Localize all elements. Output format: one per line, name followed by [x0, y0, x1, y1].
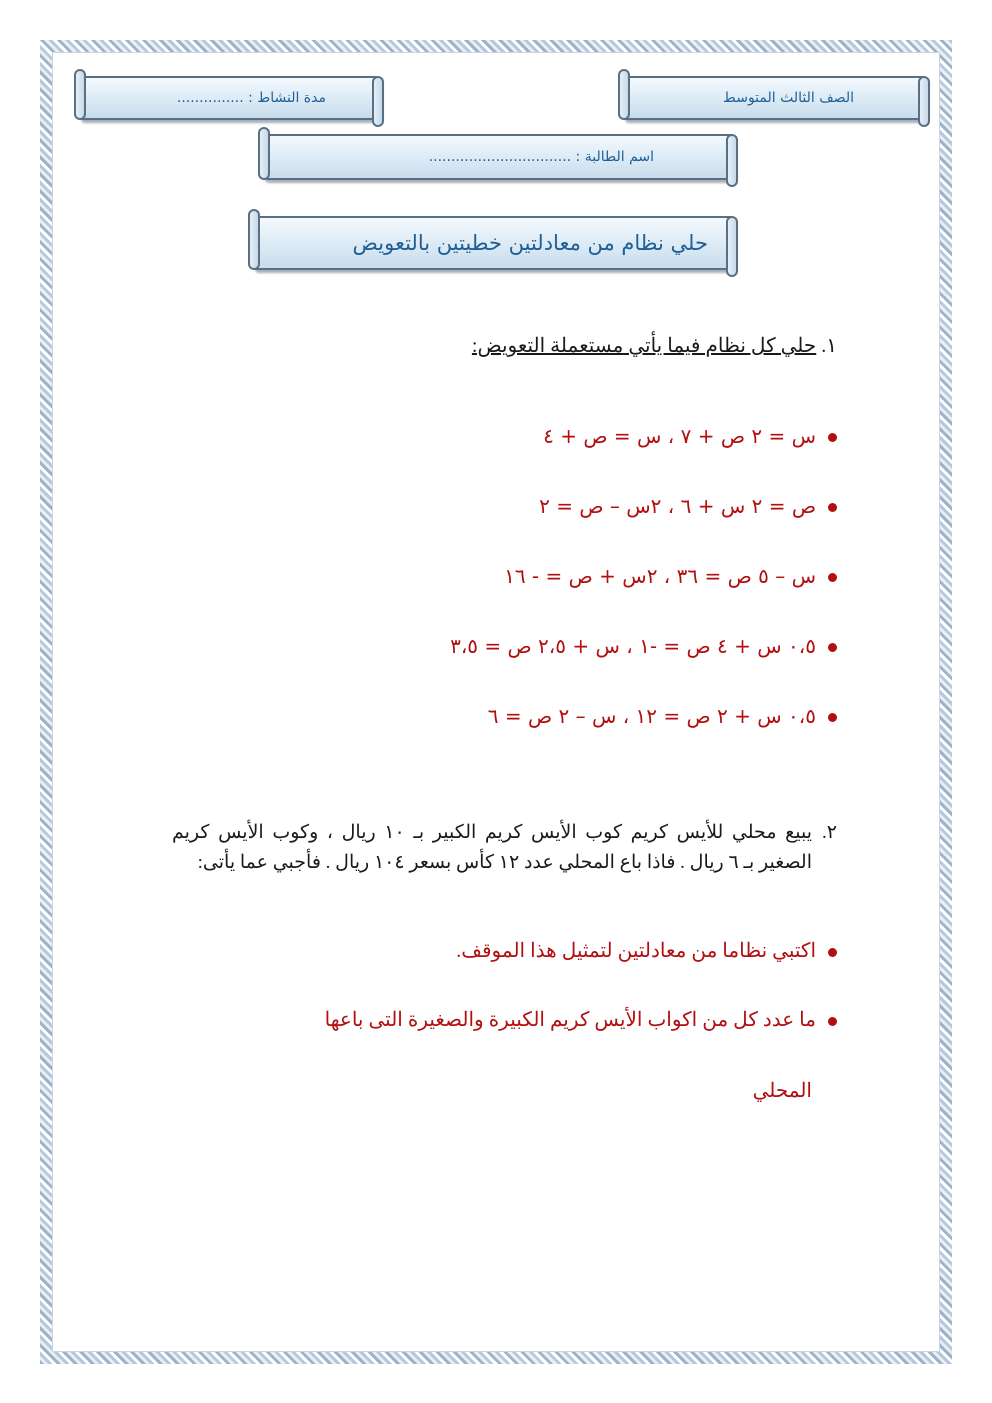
question-2-task-2-continuation: المحلي	[752, 1080, 812, 1102]
question-2-text	[172, 818, 837, 878]
grade-banner	[622, 76, 926, 120]
equation-1: س = ٢ ص + ٧ ، س = ص + ٤	[543, 424, 837, 448]
question-2-number: ٢.	[822, 822, 837, 843]
bullet-icon	[828, 643, 837, 652]
equation-2: ص = ٢ س + ٦ ، ٢س – ص = ٢	[539, 494, 837, 518]
question-1-prompt	[472, 333, 837, 358]
equation-3: س – ٥ ص = ٣٦ ، ٢س + ص = - ١٦	[504, 564, 837, 588]
bullet-icon	[828, 433, 837, 442]
question-2-task-1: اكتبي نظاما من معادلتين لتمثيل هذا الموقف.	[456, 938, 837, 963]
grade-label: الصف الثالث المتوسط	[722, 90, 854, 106]
equation-4: ٠،٥ س + ٤ ص = -١ ، س + ٢،٥ ص = ٣،٥	[450, 634, 837, 658]
question-1-number: ١.	[821, 335, 837, 357]
question-2-task-2: ما عدد كل من اكواب الأيس كريم الكبيرة والصغيرة التى باعها	[147, 1010, 837, 1030]
equation-5: ٠،٥ س + ٢ ص = ١٢ ، س – ٢ ص = ٦	[488, 704, 837, 728]
student-name-banner	[262, 134, 734, 180]
title-banner	[252, 216, 734, 270]
duration-label: مدة النشاط : ...............	[176, 90, 326, 106]
worksheet-title: حلي نظام من معادلتين خطيتين بالتعويض	[352, 231, 708, 255]
bullet-icon	[828, 713, 837, 722]
question-1-text: حلي كل نظام فيما يأتي مستعملة التعويض:	[471, 335, 817, 357]
question-2-body: يبيع محلي للأيس كريم كوب الأيس كريم الكبير بـ ١٠ ريال ، وكوب الأيس كريم الصغير بـ ٦ ريال . فاذا باع المحلي عدد ١٢ كأس بسعر ١٠٤ ريال . فأجبي عما يأتى:	[172, 822, 812, 873]
bullet-icon	[828, 573, 837, 582]
duration-banner	[78, 76, 380, 120]
student-name-label: اسم الطالبة : ................................	[428, 149, 654, 165]
bullet-icon	[828, 503, 837, 512]
bullet-icon	[828, 948, 837, 957]
bullet-icon	[828, 1017, 837, 1026]
